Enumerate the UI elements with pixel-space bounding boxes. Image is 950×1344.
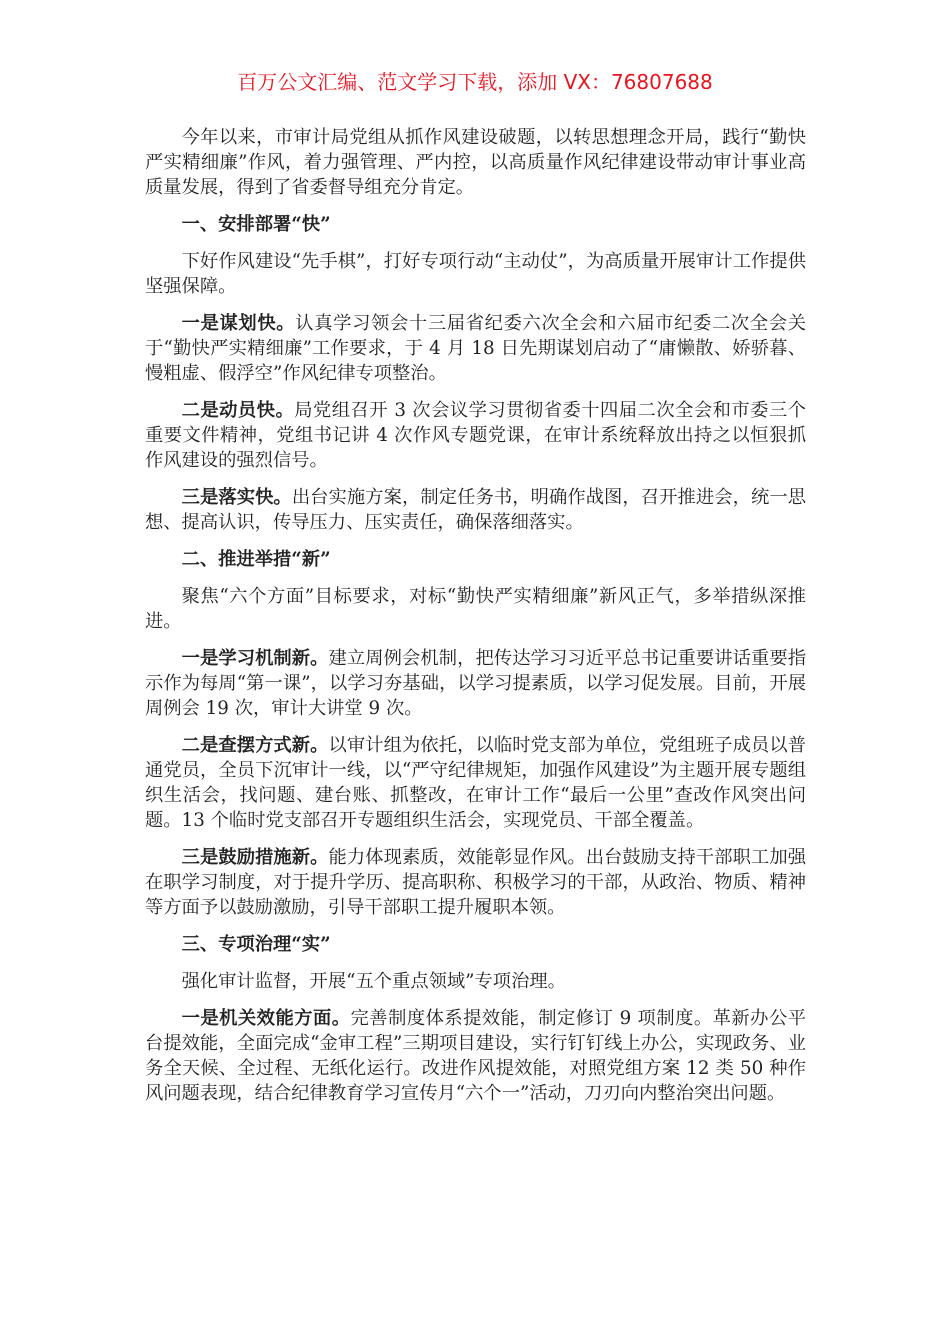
paragraph <box>145 249 806 299</box>
paragraph-text: 建立周例会机制，把传达学习习近平总书记重要讲话重要指示作为每周“第一课”，以学习夯基础，以学习提素质，以学习促发展。目前，开展周例会 19 次，审计大讲堂 9 次。 <box>145 648 807 719</box>
paragraph-text: 出台实施方案，制定任务书，明确作战图，召开推进会，统一思想、提高认识，传导压力、压实责任，确保落细落实。 <box>145 487 807 533</box>
section-heading: 三、专项治理“实” <box>181 934 331 955</box>
paragraph <box>145 584 806 634</box>
paragraph <box>145 733 806 833</box>
section-heading: 一、安排部署“快” <box>181 214 331 235</box>
paragraph <box>145 646 806 721</box>
paragraph-lead: 一是学习机制新。 <box>181 648 329 669</box>
paragraph-text: 认真学习领会十三届省纪委六次全会和六届市纪委二次全会关于“勤快严实精细廉”工作要求，于 4 月 18 日先期谋划启动了“庸懒散、娇骄暮、慢粗虚、假浮空”作风纪律专项整治。 <box>145 313 807 384</box>
paragraph-text: 今年以来，市审计局党组从抓作风建设破题，以转思想理念开局，践行“勤快严实精细廉”作风，着力强管理、严内控，以高质量作风纪律建设带动审计事业高质量发展，得到了省委督导组充分肯定。 <box>145 127 806 198</box>
paragraph-lead: 二是动员快。 <box>181 400 295 421</box>
paragraph-text: 完善制度体系提效能，制定修订 9 项制度。革新办公平台提效能，全面完成“金审工程”三期项目建设，实行钉钉线上办公，实现政务、业务全天候、全过程、无纸化运行。改进作风提效能，对照党组方案 12 类 50 种作风问题表现，结合纪律教育学习宣传月“六个一”活动，刀刃向内整治突出问题。 <box>145 1008 806 1104</box>
paragraph <box>145 969 806 994</box>
paragraph-text: 下好作风建设“先手棋”，打好专项行动“主动仗”，为高质量开展审计工作提供坚强保障。 <box>145 251 806 297</box>
paragraph-text: 强化审计监督，开展“五个重点领域”专项治理。 <box>181 971 566 992</box>
paragraph-lead: 三是落实快。 <box>181 487 292 508</box>
section-heading: 二、推进举措“新” <box>181 549 331 570</box>
paragraph-lead: 二是查摆方式新。 <box>181 735 329 756</box>
paragraph <box>145 1006 806 1106</box>
paragraph-text: 局党组召开 3 次会议学习贯彻省委十四届二次全会和市委三个重要文件精神，党组书记讲 4 次作风专题党课，在审计系统释放出持之以恒狠抓作风建设的强烈信号。 <box>145 400 806 471</box>
document-body <box>145 125 806 1118</box>
watermark-header: 百万公文汇编、范文学习下载，添加 VX：76807688 <box>237 70 713 94</box>
paragraph <box>145 311 806 386</box>
paragraph-lead: 三是鼓励措施新。 <box>181 847 329 868</box>
intro-paragraph <box>145 125 806 200</box>
paragraph <box>145 485 806 535</box>
paragraph <box>145 845 806 920</box>
paragraph-lead: 一是机关效能方面。 <box>181 1008 351 1029</box>
paragraph <box>145 398 806 473</box>
paragraph-text: 以审计组为依托，以临时党支部为单位，党组班子成员以普通党员，全员下沉审计一线，以“严守纪律规矩，加强作风建设”为主题开展专题组织生活会，找问题、建台账、抓整改，在审计工作“最后一公里”查改作风突出问题。13 个临时党支部召开专题组织生活会，实现党员、干部全覆盖。 <box>145 735 807 831</box>
paragraph-lead: 一是谋划快。 <box>181 313 296 334</box>
paragraph-text: 能力体现素质，效能彰显作风。出台鼓励支持干部职工加强在职学习制度，对于提升学历、提高职称、积极学习的干部，从政治、物质、精神等方面予以鼓励激励，引导干部职工提升履职本领。 <box>145 847 807 918</box>
paragraph-text: 聚焦“六个方面”目标要求，对标“勤快严实精细廉”新风正气，多举措纵深推进。 <box>145 586 806 632</box>
